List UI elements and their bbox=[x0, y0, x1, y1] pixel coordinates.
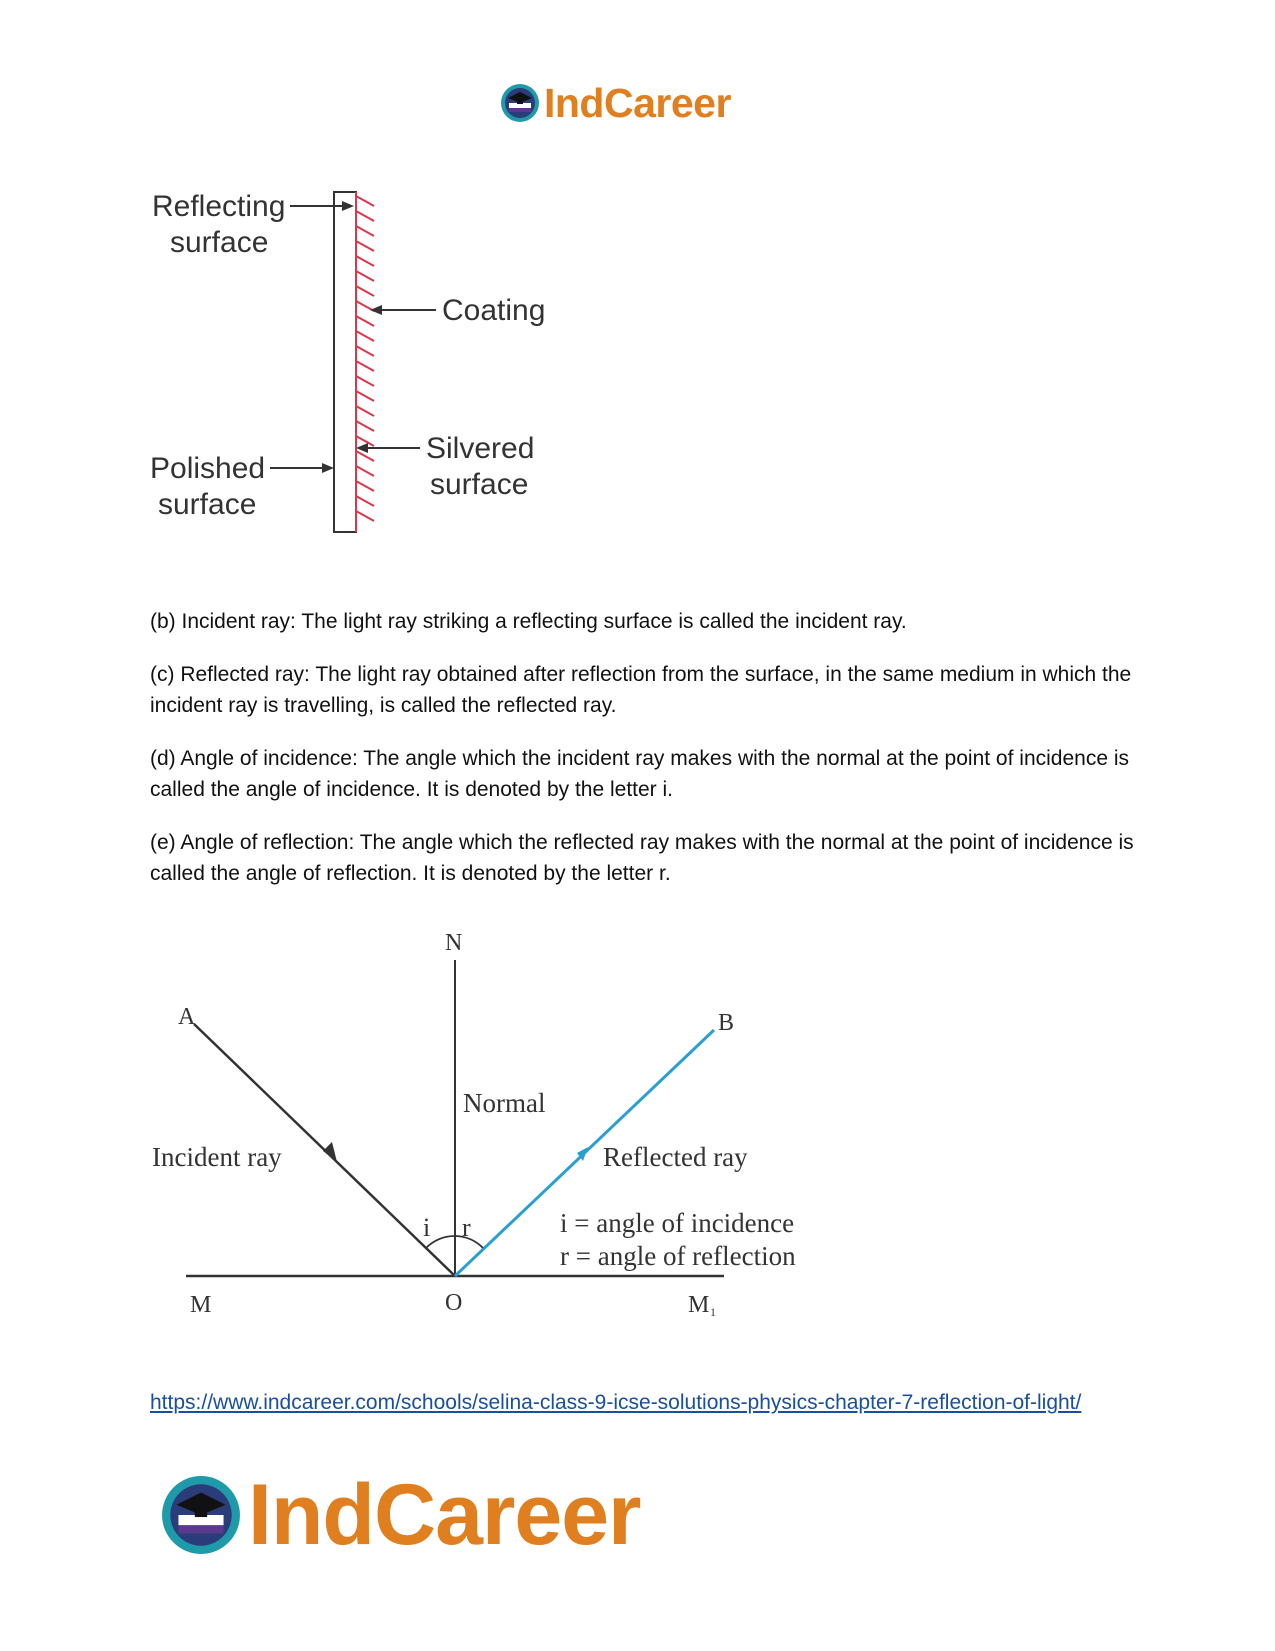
hatch-mark bbox=[356, 346, 374, 356]
hatch-mark bbox=[356, 256, 374, 266]
hatch-mark bbox=[356, 241, 374, 251]
coating-hatch bbox=[356, 196, 374, 521]
polished-label-1: Polished bbox=[150, 452, 266, 485]
hatch-mark bbox=[356, 451, 374, 461]
normal-label: Normal bbox=[463, 1088, 546, 1118]
incident-arrowhead bbox=[323, 1142, 337, 1162]
paragraph-incident-ray: (b) Incident ray: The light ray striking a reflecting surface is called the incident ray. bbox=[150, 610, 907, 633]
point-m1-label: M bbox=[688, 1292, 710, 1318]
coating-label: Coating bbox=[442, 294, 546, 327]
hatch-mark bbox=[356, 271, 374, 281]
reflecting-arrowhead bbox=[342, 201, 354, 211]
point-b-label: B bbox=[718, 1010, 735, 1036]
hatch-mark bbox=[356, 421, 374, 431]
legend-r: r = angle of reflection bbox=[560, 1241, 796, 1271]
hatch-mark bbox=[356, 481, 374, 491]
angle-r-label: r bbox=[462, 1213, 471, 1242]
point-a-label: A bbox=[178, 1004, 196, 1030]
mirror-diagram bbox=[140, 180, 580, 550]
reflecting-label-2: surface bbox=[170, 226, 269, 259]
definitions bbox=[150, 606, 1140, 911]
hatch-mark bbox=[356, 286, 374, 296]
hatch-mark bbox=[356, 466, 374, 476]
mirror-glass bbox=[334, 192, 356, 532]
paragraph-angle-of-reflection: (e) Angle of reflection: The angle which the reflected ray makes with the normal at the point of incidence is called the angle of reflection. It is denoted by the letter r. bbox=[150, 831, 1134, 885]
point-o-label: O bbox=[445, 1290, 463, 1316]
paragraph-angle-of-incidence: (d) Angle of incidence: The angle which the incident ray makes with the normal at the point of incidence is called the angle of incidence. It is denoted by the letter i. bbox=[150, 747, 1130, 801]
logo-text: IndCareer bbox=[544, 79, 731, 126]
hatch-mark bbox=[356, 211, 374, 221]
hatch-mark bbox=[356, 331, 374, 341]
paragraph-reflected-ray: (c) Reflected ray: The light ray obtained after reflection from the surface, in the same medium in which the incident ray is travelling, is called the reflected ray. bbox=[150, 663, 1132, 717]
polished-arrowhead bbox=[322, 463, 334, 473]
silvered-label-2: surface bbox=[430, 468, 529, 501]
logo-text: IndCareer bbox=[248, 1466, 641, 1563]
source-link[interactable]: https://www.indcareer.com/schools/selina-class-9-icse-solutions-physics-chapter-7-reflection-of-light/ bbox=[150, 1391, 1082, 1414]
legend-i: i = angle of incidence bbox=[560, 1208, 795, 1238]
footer-logo bbox=[160, 1466, 641, 1563]
hatch-mark bbox=[356, 391, 374, 401]
hatch-mark bbox=[356, 496, 374, 506]
incident-ray-label: Incident ray bbox=[152, 1142, 282, 1172]
point-n-label: N bbox=[445, 930, 463, 956]
hatch-mark bbox=[356, 226, 374, 236]
hatch-mark bbox=[356, 316, 374, 326]
reflecting-label-1: Reflecting bbox=[152, 190, 286, 223]
header-logo bbox=[500, 78, 731, 128]
silvered-label-1: Silvered bbox=[426, 432, 535, 465]
book-graduation-cap-icon bbox=[160, 1474, 242, 1556]
hatch-mark bbox=[356, 196, 374, 206]
hatch-mark bbox=[356, 376, 374, 386]
point-m1-subscript: 1 bbox=[710, 1305, 716, 1319]
reflected-ray-label: Reflected ray bbox=[603, 1142, 748, 1172]
hatch-mark bbox=[356, 511, 374, 521]
book-graduation-cap-icon bbox=[500, 83, 540, 123]
point-m-label: M bbox=[190, 1292, 212, 1318]
coating-arrowhead bbox=[370, 305, 382, 315]
hatch-mark bbox=[356, 406, 374, 416]
hatch-mark bbox=[356, 361, 374, 371]
angle-i-label: i bbox=[423, 1213, 431, 1242]
angle-i-arc bbox=[426, 1236, 455, 1248]
polished-label-2: surface bbox=[158, 488, 257, 521]
reflection-diagram bbox=[140, 920, 840, 1330]
